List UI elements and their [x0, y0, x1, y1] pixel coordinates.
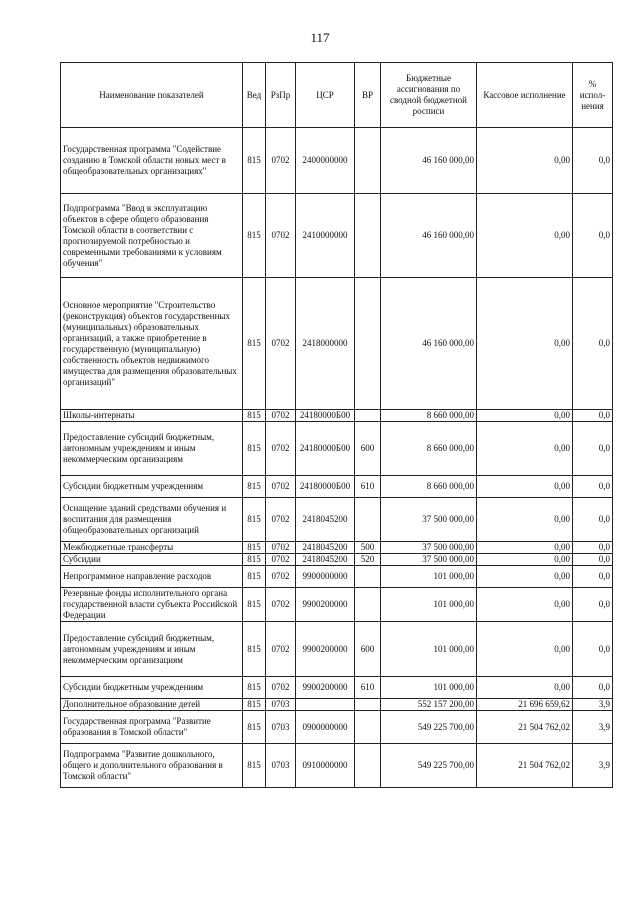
row-vr — [355, 128, 381, 194]
row-name: Подпрограмма "Развитие дошкольного, общего и дополнительного образования в Томской области" — [61, 744, 243, 788]
row-vr — [355, 194, 381, 278]
header-percent: % испол-нения — [573, 63, 613, 128]
row-rzpr: 0702 — [266, 622, 296, 677]
row-csr: 24180000Б00 — [296, 476, 355, 498]
header-csr: ЦСР — [296, 63, 355, 128]
table-row — [61, 498, 613, 542]
table-row — [61, 542, 613, 554]
row-percent: 3,9 — [573, 744, 613, 788]
row-csr: 2410000000 — [296, 194, 355, 278]
table-header-row — [61, 63, 613, 128]
row-percent: 0,0 — [573, 422, 613, 476]
row-vr — [355, 744, 381, 788]
row-name: Непрограммное направление расходов — [61, 566, 243, 588]
row-rzpr: 0702 — [266, 542, 296, 554]
row-cash: 21 504 762,02 — [477, 711, 573, 744]
row-percent: 0,0 — [573, 542, 613, 554]
row-rzpr: 0703 — [266, 699, 296, 711]
row-rzpr: 0702 — [266, 128, 296, 194]
row-csr: 9900200000 — [296, 588, 355, 622]
row-ved: 815 — [243, 498, 266, 542]
row-budget: 37 500 000,00 — [381, 542, 477, 554]
row-csr: 0910000000 — [296, 744, 355, 788]
row-ved: 815 — [243, 476, 266, 498]
row-name: Школы-интернаты — [61, 410, 243, 422]
row-cash: 21 504 762,02 — [477, 744, 573, 788]
row-percent: 0,0 — [573, 278, 613, 410]
row-cash: 0,00 — [477, 128, 573, 194]
table-row — [61, 554, 613, 566]
row-rzpr: 0702 — [266, 278, 296, 410]
row-csr: 24180000Б00 — [296, 422, 355, 476]
row-budget: 552 157 200,00 — [381, 699, 477, 711]
header-cash: Кассовое исполнение — [477, 63, 573, 128]
row-cash: 0,00 — [477, 498, 573, 542]
row-budget: 101 000,00 — [381, 677, 477, 699]
row-percent: 3,9 — [573, 699, 613, 711]
row-cash: 0,00 — [477, 410, 573, 422]
row-budget: 549 225 700,00 — [381, 711, 477, 744]
table-row — [61, 410, 613, 422]
row-percent: 0,0 — [573, 588, 613, 622]
row-ved: 815 — [243, 554, 266, 566]
table-row — [61, 566, 613, 588]
row-vr: 610 — [355, 476, 381, 498]
row-cash: 0,00 — [477, 677, 573, 699]
header-vr: ВР — [355, 63, 381, 128]
row-ved: 815 — [243, 711, 266, 744]
row-name: Предоставление субсидий бюджетным, автономным учреждениям и иным некоммерческим организациям — [61, 622, 243, 677]
row-vr: 520 — [355, 554, 381, 566]
row-budget: 37 500 000,00 — [381, 554, 477, 566]
table-row — [61, 622, 613, 677]
row-budget: 8 660 000,00 — [381, 476, 477, 498]
row-budget: 101 000,00 — [381, 566, 477, 588]
row-budget: 101 000,00 — [381, 588, 477, 622]
budget-table — [60, 62, 613, 788]
row-name: Основное мероприятие "Строительство (реконструкция) объектов государственных (муниципальных) образовательных организаций, а также приобретение в государственную (муниципальную) собственность объектов недвижимого имущества для размещения образовательных организаций" — [61, 278, 243, 410]
table-row — [61, 194, 613, 278]
table-row — [61, 422, 613, 476]
row-budget: 37 500 000,00 — [381, 498, 477, 542]
row-cash: 0,00 — [477, 278, 573, 410]
row-vr: 600 — [355, 422, 381, 476]
row-ved: 815 — [243, 542, 266, 554]
row-budget: 101 000,00 — [381, 622, 477, 677]
row-percent: 0,0 — [573, 410, 613, 422]
row-vr — [355, 566, 381, 588]
header-name: Наименование показателей — [61, 63, 243, 128]
row-ved: 815 — [243, 566, 266, 588]
row-budget: 549 225 700,00 — [381, 744, 477, 788]
row-cash: 0,00 — [477, 542, 573, 554]
row-rzpr: 0702 — [266, 588, 296, 622]
row-ved: 815 — [243, 744, 266, 788]
row-name: Оснащение зданий средствами обучения и воспитания для размещения общеобразовательных организаций — [61, 498, 243, 542]
row-percent: 0,0 — [573, 566, 613, 588]
table-row — [61, 278, 613, 410]
row-cash: 0,00 — [477, 566, 573, 588]
row-ved: 815 — [243, 588, 266, 622]
row-ved: 815 — [243, 422, 266, 476]
row-ved: 815 — [243, 410, 266, 422]
row-rzpr: 0702 — [266, 422, 296, 476]
row-csr: 9900200000 — [296, 622, 355, 677]
row-name: Дополнительное образование детей — [61, 699, 243, 711]
row-vr: 600 — [355, 622, 381, 677]
row-percent: 0,0 — [573, 194, 613, 278]
row-csr: 2418045200 — [296, 554, 355, 566]
row-name: Предоставление субсидий бюджетным, автономным учреждениям и иным некоммерческим организациям — [61, 422, 243, 476]
row-budget: 46 160 000,00 — [381, 278, 477, 410]
row-ved: 815 — [243, 699, 266, 711]
row-percent: 0,0 — [573, 128, 613, 194]
row-ved: 815 — [243, 622, 266, 677]
table-row — [61, 699, 613, 711]
row-csr: 24180000Б00 — [296, 410, 355, 422]
row-ved: 815 — [243, 194, 266, 278]
row-vr — [355, 498, 381, 542]
row-vr — [355, 699, 381, 711]
row-name: Подпрограмма "Ввод в эксплуатацию объектов в сфере общего образования Томской области в соответствии с прогнозируемой потребностью и современными требованиями к условиям обучения" — [61, 194, 243, 278]
table-row — [61, 677, 613, 699]
table-body — [61, 128, 613, 788]
row-ved: 815 — [243, 128, 266, 194]
row-rzpr: 0702 — [266, 554, 296, 566]
row-name: Государственная программа "Содействие созданию в Томской области новых мест в общеобразовательных организациях" — [61, 128, 243, 194]
row-rzpr: 0702 — [266, 410, 296, 422]
row-name: Резервные фонды исполнительного органа государственной власти субъекта Российской Федерации — [61, 588, 243, 622]
header-budget: Бюджетные ассигнования по сводной бюджетной росписи — [381, 63, 477, 128]
row-csr: 9900200000 — [296, 677, 355, 699]
row-budget: 8 660 000,00 — [381, 410, 477, 422]
row-cash: 0,00 — [477, 622, 573, 677]
row-rzpr: 0702 — [266, 677, 296, 699]
row-vr: 500 — [355, 542, 381, 554]
row-vr: 610 — [355, 677, 381, 699]
row-csr: 9900000000 — [296, 566, 355, 588]
row-ved: 815 — [243, 677, 266, 699]
row-name: Субсидии бюджетным учреждениям — [61, 476, 243, 498]
table-row — [61, 711, 613, 744]
row-csr: 2400000000 — [296, 128, 355, 194]
row-percent: 0,0 — [573, 498, 613, 542]
row-csr — [296, 699, 355, 711]
row-rzpr: 0702 — [266, 476, 296, 498]
row-vr — [355, 410, 381, 422]
row-csr: 2418000000 — [296, 278, 355, 410]
row-percent: 0,0 — [573, 476, 613, 498]
row-name: Государственная программа "Развитие образования в Томской области" — [61, 711, 243, 744]
row-name: Субсидии — [61, 554, 243, 566]
row-percent: 0,0 — [573, 677, 613, 699]
row-rzpr: 0703 — [266, 744, 296, 788]
row-ved: 815 — [243, 278, 266, 410]
row-percent: 0,0 — [573, 622, 613, 677]
row-name: Межбюджетные трансферты — [61, 542, 243, 554]
row-cash: 0,00 — [477, 476, 573, 498]
row-vr — [355, 278, 381, 410]
page-number: 117 — [310, 30, 330, 45]
row-cash: 0,00 — [477, 422, 573, 476]
row-budget: 8 660 000,00 — [381, 422, 477, 476]
header-ved: Вед — [243, 63, 266, 128]
row-vr — [355, 711, 381, 744]
row-cash: 0,00 — [477, 554, 573, 566]
table-row — [61, 128, 613, 194]
row-rzpr: 0703 — [266, 711, 296, 744]
row-name: Субсидии бюджетным учреждениям — [61, 677, 243, 699]
header-rzpr: РзПр — [266, 63, 296, 128]
table-row — [61, 744, 613, 788]
row-percent: 0,0 — [573, 554, 613, 566]
table-row — [61, 588, 613, 622]
row-budget: 46 160 000,00 — [381, 194, 477, 278]
row-csr: 2418045200 — [296, 498, 355, 542]
row-rzpr: 0702 — [266, 566, 296, 588]
row-cash: 21 696 659,62 — [477, 699, 573, 711]
row-rzpr: 0702 — [266, 194, 296, 278]
row-vr — [355, 588, 381, 622]
row-csr: 0900000000 — [296, 711, 355, 744]
row-rzpr: 0702 — [266, 498, 296, 542]
table-row — [61, 476, 613, 498]
row-csr: 2418045200 — [296, 542, 355, 554]
row-budget: 46 160 000,00 — [381, 128, 477, 194]
row-cash: 0,00 — [477, 588, 573, 622]
row-percent: 3,9 — [573, 711, 613, 744]
row-cash: 0,00 — [477, 194, 573, 278]
